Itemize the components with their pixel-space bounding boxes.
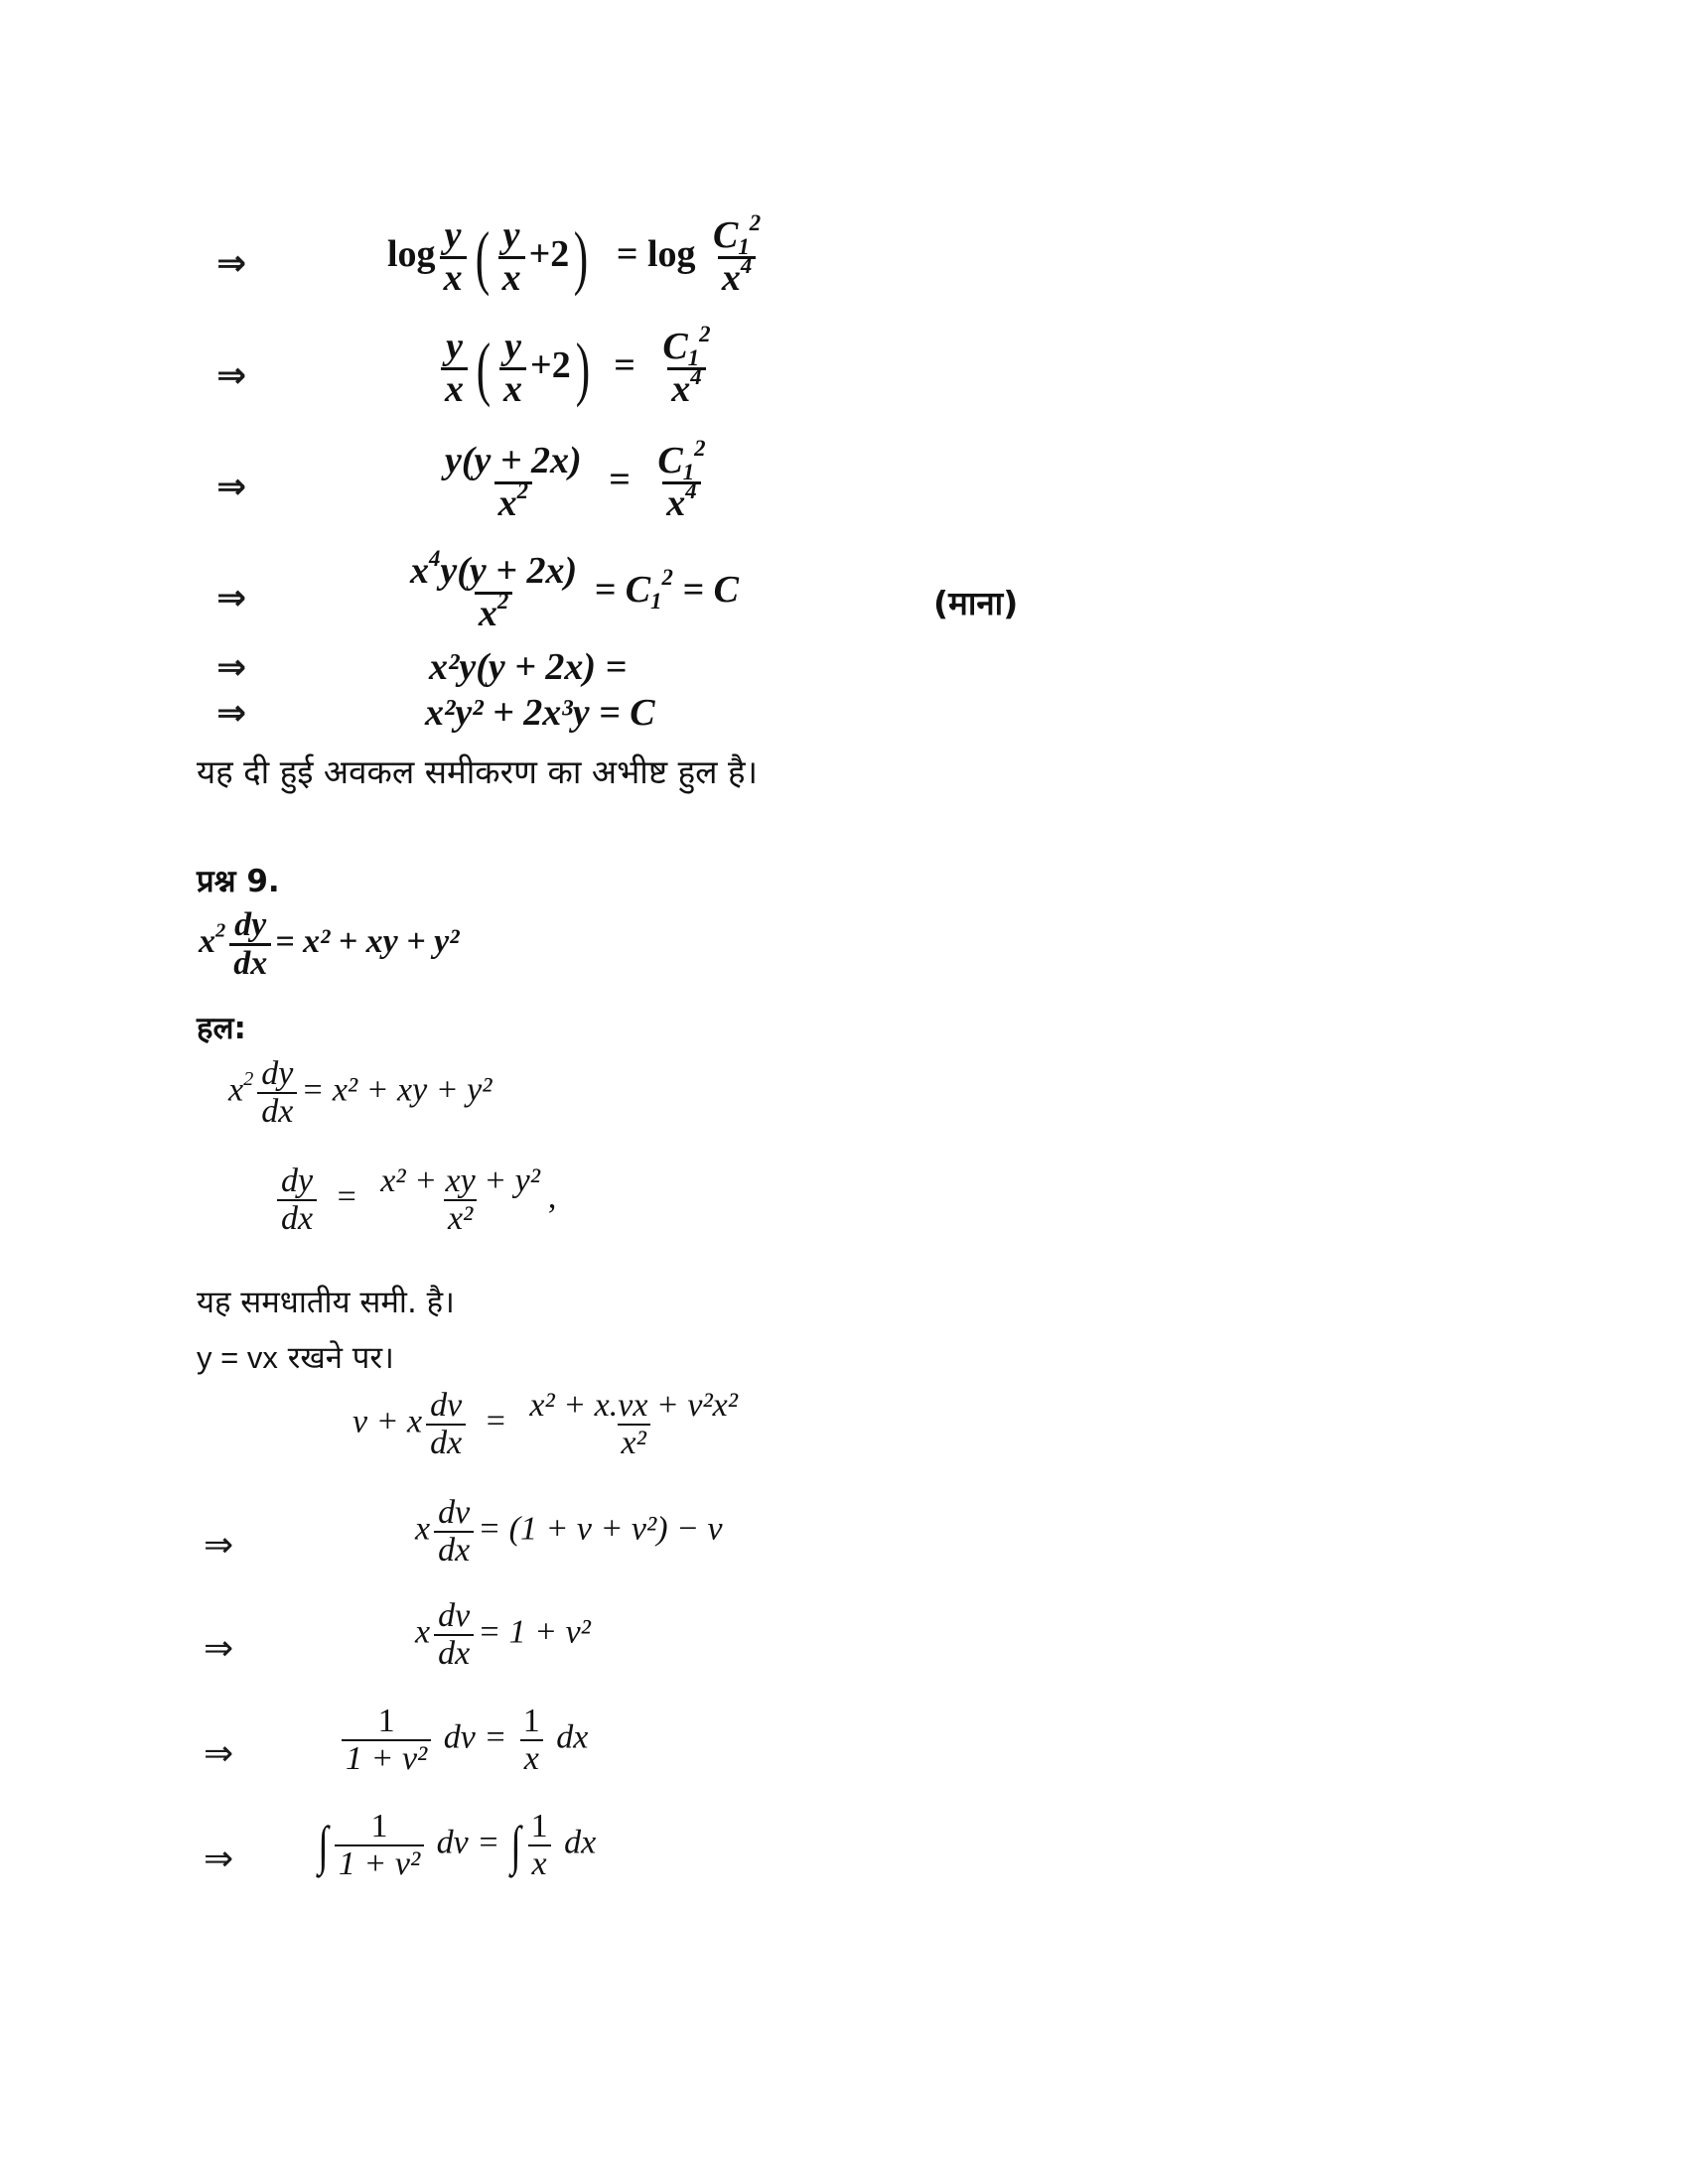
assume-note: (माना) [933, 584, 1019, 622]
implies-arrow: ⇒ [216, 355, 247, 396]
implies-arrow: ⇒ [204, 1733, 234, 1774]
equation-step-2: $\frac{y}{x}$ ( $\frac{y}{x}$ +2) = $\frac{C_1^2}{x^4}$ [437, 328, 719, 410]
frac-num: dv [438, 1597, 471, 1634]
implies-arrow: ⇒ [216, 578, 247, 618]
lhs-expression: x [415, 1510, 431, 1548]
frac-den: x [528, 1844, 551, 1882]
implies-arrow: ⇒ [204, 1839, 234, 1879]
frac-num: dy [261, 1055, 294, 1092]
superscript: 4 [740, 252, 753, 278]
integral-sign: ∫ [318, 1815, 329, 1875]
frac-num: 1 [377, 1703, 395, 1739]
frac-den: dx [434, 1531, 474, 1569]
superscript: 2 [516, 478, 529, 503]
dv-equals: dv = [443, 1718, 507, 1756]
log-label: log [387, 233, 436, 276]
equals-sign: = [609, 459, 631, 501]
equation-step-6: x²y² + 2x³y = C [425, 692, 655, 734]
frac-den: x [478, 592, 497, 634]
frac-den: x [520, 1739, 543, 1777]
frac-den: x² [618, 1424, 650, 1461]
frac-den: x [498, 256, 525, 299]
frac-den: 1 + v² [335, 1844, 424, 1882]
frac-den: x [721, 256, 741, 299]
equals-c-tail: = C [682, 569, 739, 612]
superscript: 4 [429, 545, 441, 571]
substitution-note [197, 1336, 394, 1378]
subscript: 1 [687, 344, 700, 370]
plus-two: +2 [528, 233, 570, 276]
rhs-expression: = x² + xy + y² [275, 922, 460, 960]
solution-step-4 [338, 1704, 588, 1776]
question-statement [199, 907, 459, 981]
frac-den: dx [257, 1092, 297, 1130]
implies-arrow: ⇒ [216, 647, 247, 688]
solution-eq-2 [273, 1163, 556, 1236]
frac-den: x [497, 481, 517, 524]
frac-den: dx [229, 943, 271, 982]
solution-label: हल: [197, 1011, 246, 1046]
frac-den: dx [426, 1424, 466, 1461]
solution-step-2 [415, 1495, 723, 1568]
frac-num: dv [438, 1494, 471, 1531]
implies-arrow: ⇒ [204, 1525, 234, 1566]
frac-num: 1 [370, 1808, 388, 1844]
subscript: 1 [682, 459, 695, 484]
subscript: 1 [738, 233, 750, 259]
frac-num-tail: y(y + 2x) [440, 550, 578, 592]
rhs-expression: = x² + xy + y² [301, 1071, 492, 1109]
frac-num: y [502, 214, 520, 256]
superscript: 2 [496, 588, 509, 614]
equation-step-1: log $\frac{y}{x}$ ( $\frac{y}{x}$ +2) = log $\frac{C_1^2}{x^4}$ [387, 209, 762, 299]
solution-step-5 [316, 1809, 596, 1881]
frac-num: C [657, 440, 683, 481]
equals-sign: = [614, 344, 635, 387]
frac-den: x [671, 367, 691, 410]
frac-num: dy [234, 906, 267, 943]
frac-num: 1 [530, 1808, 548, 1844]
frac-num: C [662, 326, 688, 367]
implies-arrow: ⇒ [216, 467, 247, 507]
substitution-expression: y = vx [197, 1340, 278, 1375]
equation-step-5: x²y(y + 2x) = [429, 646, 628, 688]
equals-sign: = [337, 1178, 356, 1216]
equals-log: = log [616, 233, 696, 276]
frac-num: y [504, 326, 521, 367]
solution-step-1 [352, 1388, 746, 1460]
frac-num: y [446, 326, 463, 367]
superscript: 4 [690, 363, 702, 389]
superscript: 2 [699, 321, 711, 346]
superscript: 2 [749, 209, 762, 235]
integral-sign: ∫ [509, 1815, 521, 1875]
x-term: x [199, 922, 215, 960]
frac-den: x [499, 367, 526, 410]
frac-num: x² + xy + y² [380, 1162, 540, 1199]
substitution-text: रखने पर। [287, 1340, 394, 1376]
frac-den: x [666, 481, 686, 524]
solution-eq-1 [228, 1056, 492, 1129]
rhs-expression: = (1 + v + v²) − v [478, 1510, 723, 1548]
implies-arrow: ⇒ [216, 243, 247, 284]
superscript: 2 [243, 1068, 254, 1091]
frac-num: 1 [522, 1703, 540, 1739]
equation-step-3 [437, 435, 714, 524]
frac-num: dy [281, 1162, 314, 1199]
dv-equals: dv = [436, 1824, 500, 1861]
frac-den: x² [444, 1199, 477, 1237]
frac-num: y(y + 2x) [445, 440, 582, 481]
frac-den: 1 + v² [342, 1739, 431, 1777]
equals-c: = C [594, 569, 651, 612]
superscript: 2 [694, 435, 706, 461]
frac-num: y [444, 214, 462, 256]
implies-arrow: ⇒ [216, 693, 247, 734]
equals-sign: = [486, 1403, 505, 1440]
lhs-expression: x [415, 1613, 431, 1651]
question-label: प्रश्न 9. [197, 864, 280, 899]
frac-den: x [441, 367, 468, 410]
plus-two: +2 [530, 344, 571, 387]
frac-num: x² + x.vx + v²x² [529, 1387, 738, 1424]
dx-term: dx [564, 1824, 597, 1861]
x-term: x [228, 1071, 244, 1109]
equation-step-4 [402, 545, 739, 634]
solution-step-3 [415, 1598, 591, 1671]
homogeneous-note: यह समधातीय समी. है। [197, 1285, 455, 1320]
rhs-expression: = 1 + v² [478, 1613, 591, 1651]
dx-term: dx [556, 1718, 589, 1756]
subscript: 1 [650, 588, 662, 614]
frac-den: dx [434, 1634, 474, 1672]
superscript: 2 [215, 919, 226, 942]
lhs-expression: v + x [352, 1403, 423, 1440]
implies-arrow: ⇒ [204, 1628, 234, 1669]
comma: , [547, 1178, 557, 1216]
frac-den: dx [277, 1199, 317, 1237]
frac-den: x [440, 256, 467, 299]
superscript: 2 [661, 565, 673, 591]
frac-num: dv [430, 1387, 463, 1424]
frac-num: C [713, 214, 739, 256]
frac-num: x [410, 550, 429, 592]
conclusion-text: यह दी हुई अवकल समीकरण का अभीष्ट हुल है। [197, 752, 758, 791]
superscript: 4 [685, 478, 697, 503]
